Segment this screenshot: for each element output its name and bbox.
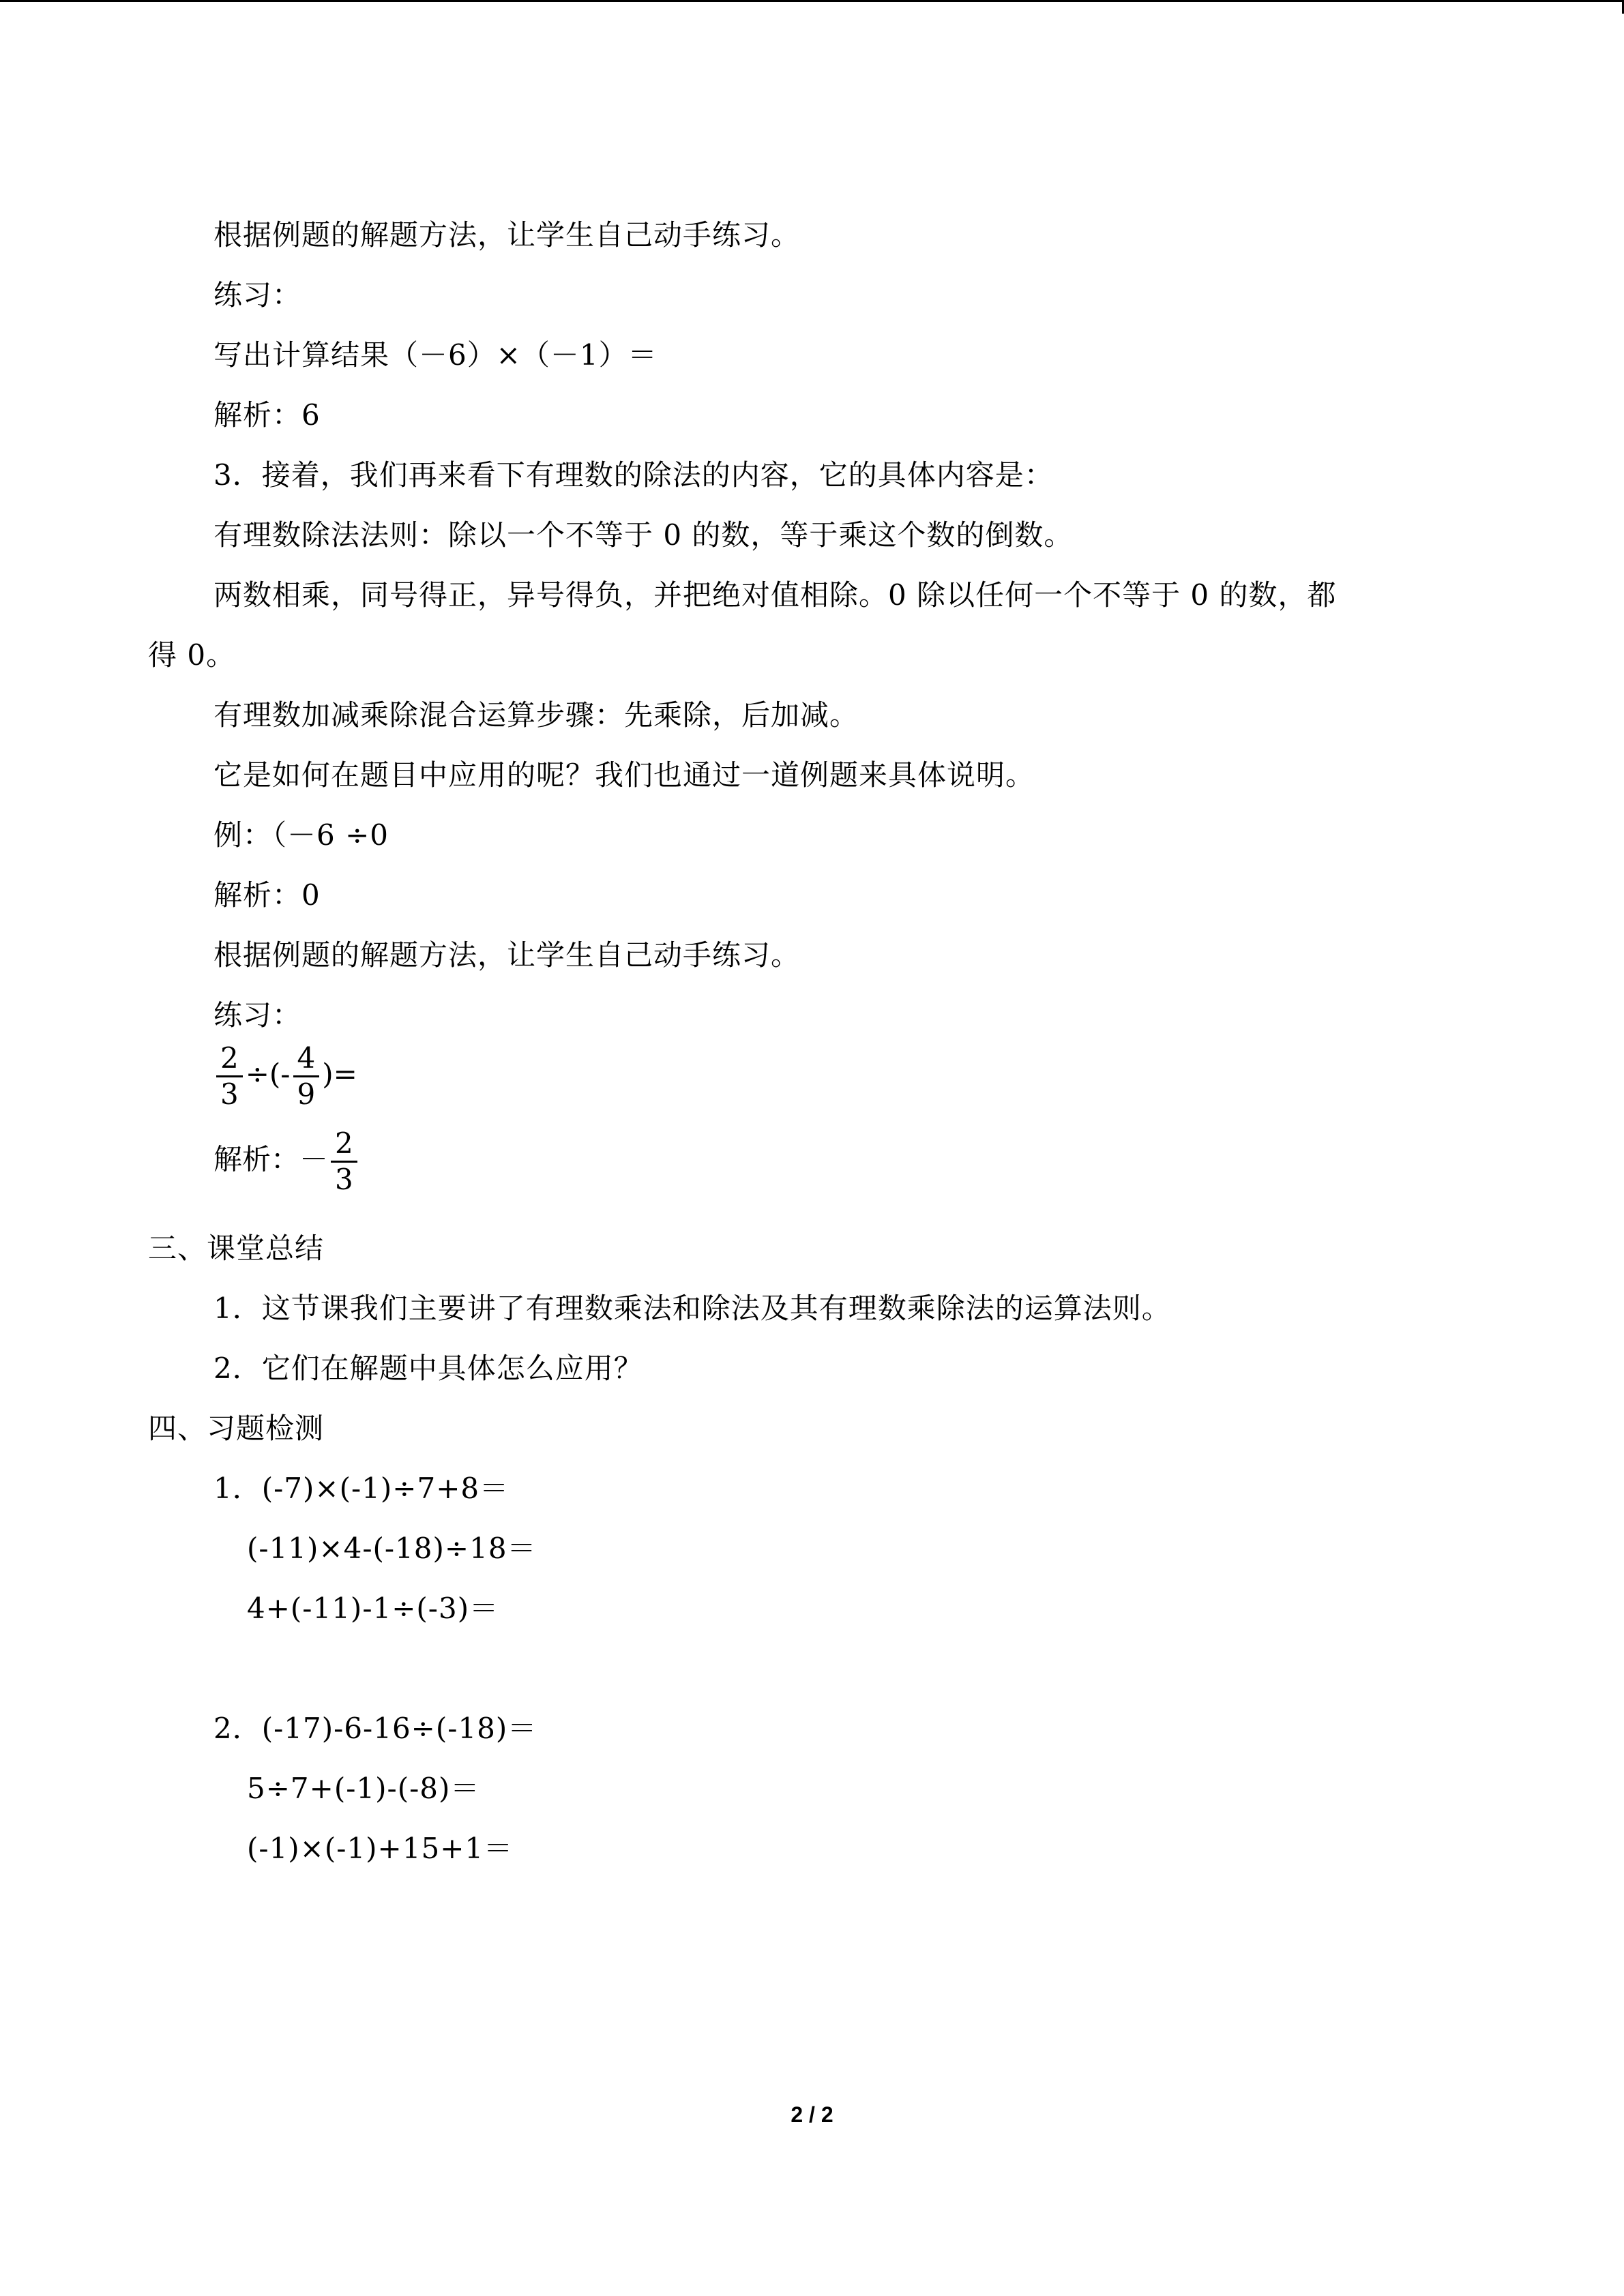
text-line: 有理数除法法则：除以一个不等于 0 的数，等于乘这个数的倒数。: [213, 518, 1074, 552]
section-heading: 三、课堂总结: [148, 1232, 325, 1265]
text-line: 解析：6: [213, 398, 321, 432]
fraction: $\frac{2}{3}$: [216, 1041, 243, 1112]
text-line: 根据例题的解题方法，让学生自己动手练习。: [213, 218, 801, 252]
text-line: 练习：: [213, 278, 302, 312]
text-line: 3．接着，我们再来看下有理数的除法的内容，它的具体内容是：: [213, 458, 1054, 492]
text-line: 有理数加减乘除混合运算步骤：先乘除，后加减。: [213, 698, 859, 732]
fraction: $\frac{2}{3}$: [331, 1127, 357, 1197]
text-line: 两数相乘，同号得正，异号得负，并把绝对值相除。0 除以任何一个不等于 0 的数，都: [213, 578, 1337, 612]
page-number: 2 / 2: [791, 2102, 833, 2127]
exercise-item: 2．(-17)-6-16÷(-18)＝: [213, 1712, 537, 1745]
exercise-item: 1．(-7)×(-1)÷7+8＝: [213, 1472, 510, 1505]
text-line: 1．这节课我们主要讲了有理数乘法和除法及其有理数乘除法的运算法则。: [213, 1292, 1171, 1325]
fraction: $\frac{4}{9}$: [293, 1041, 320, 1112]
text-line: 它是如何在题目中应用的呢？我们也通过一道例题来具体说明。: [213, 758, 1035, 792]
text-line: 练习：: [213, 998, 302, 1032]
exercise-formula: $\frac{2}{3}$ ÷(- $\frac{4}{9}$ )=: [213, 1041, 357, 1112]
text-line: 解析：0: [213, 878, 321, 912]
exercise-item: 4+(-11)-1÷(-3)＝: [247, 1592, 499, 1625]
text-line: 例：（－6 ÷0: [213, 818, 389, 852]
exercise-item: (-11)×4-(-18)÷18＝: [247, 1532, 537, 1565]
text-line: 写出计算结果（－6）×（－1）＝: [213, 338, 658, 372]
page-top-border: [0, 0, 1624, 2]
text-line: 根据例题的解题方法，让学生自己动手练习。: [213, 938, 801, 972]
exercise-item: 5÷7+(-1)-(-8)＝: [247, 1772, 480, 1805]
text-line: 2．它们在解题中具体怎么应用？: [213, 1352, 643, 1385]
section-heading: 四、习题检测: [148, 1412, 325, 1445]
text-line: 得 0。: [148, 638, 236, 672]
exercise-item: (-1)×(-1)+15+1＝: [247, 1832, 514, 1865]
answer-formula: 解析：－ $\frac{2}{3}$: [213, 1127, 360, 1197]
